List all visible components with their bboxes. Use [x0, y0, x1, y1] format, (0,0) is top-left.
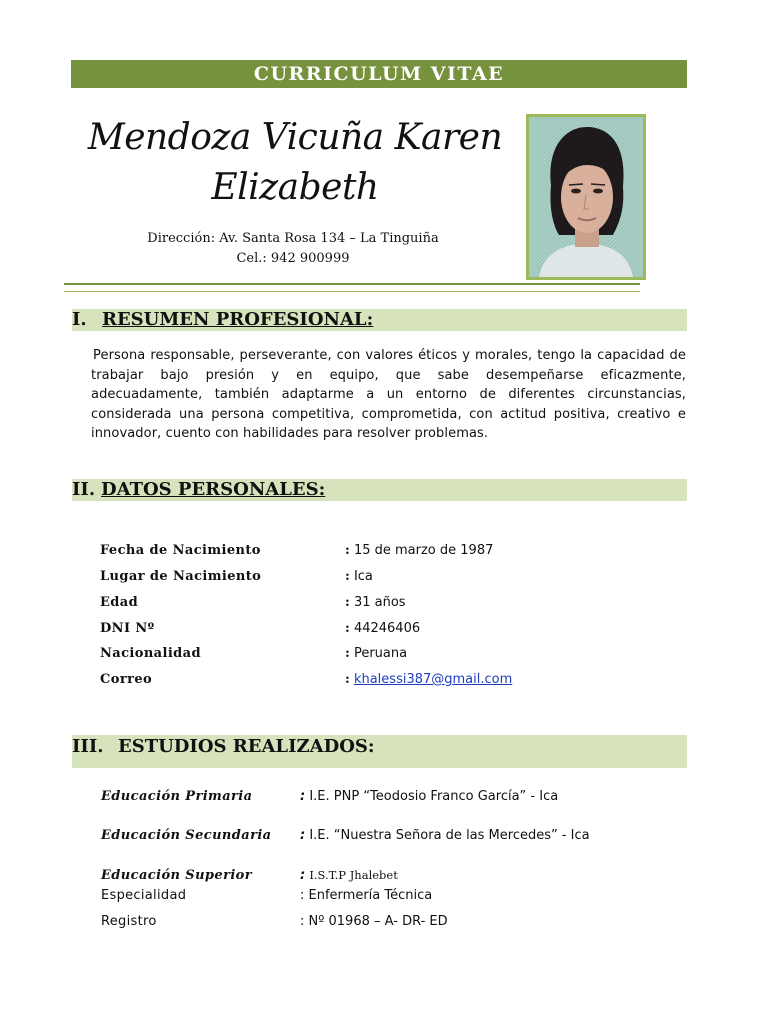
birthplace-label: Lugar de Nacimiento: [100, 569, 262, 584]
value-text: I.S.T.P Jhalebet: [309, 868, 398, 882]
contact-block: [60, 229, 526, 269]
profile-photo: [526, 114, 646, 280]
registry-label: Registro: [101, 914, 157, 929]
nationality-label: Nacionalidad: [100, 646, 201, 661]
email-value: [345, 672, 512, 687]
dni-label: DNI Nº: [100, 621, 155, 636]
secondary-label: Educación Secundaria: [101, 828, 272, 843]
separator: :: [345, 543, 350, 558]
separator: :: [345, 672, 350, 687]
value-text: 31 años: [353, 595, 406, 610]
separator: :: [300, 914, 305, 929]
secondary-value: [300, 828, 590, 843]
primary-label: Educación Primaria: [101, 789, 253, 804]
value-text: Nº 01968 – A- DR- ED: [308, 914, 448, 929]
header-divider: [64, 283, 640, 285]
superior-value: [300, 868, 398, 883]
value-text: Enfermería Técnica: [308, 888, 433, 903]
section-education-heading: [72, 735, 687, 768]
separator: :: [345, 646, 350, 661]
portrait-image: [529, 117, 643, 277]
age-value: [345, 595, 406, 610]
value-text: 44246406: [353, 621, 421, 636]
separator: :: [345, 621, 350, 636]
email-link[interactable]: khalessi387@gmail.com: [353, 672, 513, 687]
section-title: RESUMEN PROFESIONAL:: [102, 309, 374, 330]
separator: :: [300, 828, 306, 843]
value-text: Peruana: [353, 646, 408, 661]
birthplace-value: [345, 569, 373, 584]
value-text: Ica: [353, 569, 373, 584]
dni-value: [345, 621, 420, 636]
section-number: III.: [72, 736, 104, 757]
name-line-1: Mendoza Vicuña Karen: [87, 117, 503, 158]
section-personal-heading: [72, 479, 687, 501]
separator: :: [300, 789, 306, 804]
section-title: DATOS PERSONALES:: [101, 479, 326, 500]
cv-banner: CURRICULUM VITAE: [71, 60, 687, 88]
separator: :: [345, 569, 350, 584]
superior-label: Educación Superior: [101, 868, 252, 883]
section-summary-heading: [72, 309, 687, 331]
section-number: I.: [72, 309, 87, 330]
specialty-value: [300, 888, 432, 903]
candidate-name: [60, 113, 530, 213]
value-text: I.E. PNP “Teodosio Franco García” - Ica: [309, 789, 559, 804]
section-number: II.: [72, 479, 96, 500]
specialty-label: Especialidad: [101, 888, 187, 903]
separator: :: [345, 595, 350, 610]
value-text: I.E. “Nuestra Señora de las Mercedes” - Ica: [309, 828, 590, 843]
registry-value: [300, 914, 448, 929]
separator: :: [300, 868, 306, 883]
email-label: Correo: [100, 672, 153, 687]
summary-paragraph: Persona responsable, perseverante, con valores éticos y morales, tengo la capacidad de trabajar bajo presión y en equipo, que sabe desempeñarse eficazmente, adecuadamente, también adaptarme a un entorno de diferentes circunstancias, considerada una persona competitiva, comprometida, con actitud positiva, creativo e innovador, cuento con habilidades para resolver problemas.: [91, 348, 686, 442]
nationality-value: [345, 646, 407, 661]
section-title: ESTUDIOS REALIZADOS:: [118, 736, 375, 757]
phone-text: Cel.: 942 900999: [236, 251, 350, 266]
name-line-2: Elizabeth: [211, 167, 379, 208]
separator: :: [300, 888, 305, 903]
primary-value: [300, 789, 558, 804]
age-label: Edad: [100, 595, 139, 610]
birthdate-value: [345, 543, 493, 558]
header-divider-thin: [64, 291, 640, 292]
value-text: 15 de marzo de 1987: [353, 543, 494, 558]
address-text: Dirección: Av. Santa Rosa 134 – La Tinguiña: [147, 231, 439, 246]
birthdate-label: Fecha de Nacimiento: [100, 543, 261, 558]
